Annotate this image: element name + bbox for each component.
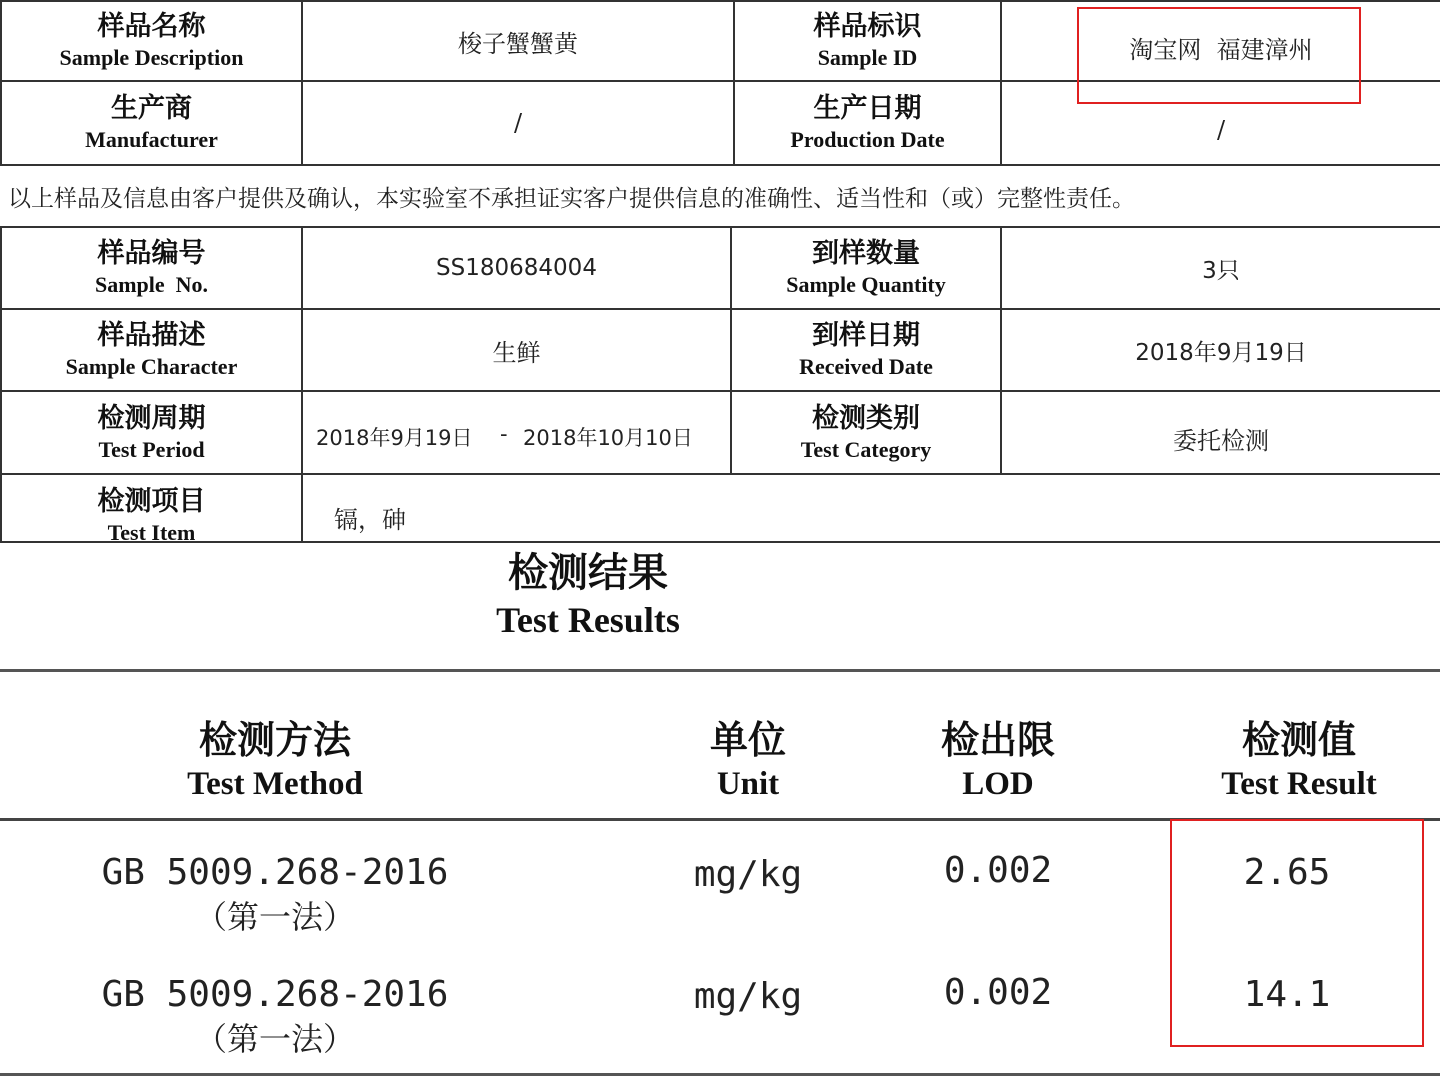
column-header-unit: 单位 Unit bbox=[709, 718, 786, 802]
test-category-label: 检测类别 Test Category bbox=[800, 402, 932, 462]
production-date-label: 生产日期 Production Date bbox=[790, 93, 945, 152]
result-value: 2.65 bbox=[1243, 852, 1331, 893]
sample-number-label: 样品编号 Sample No. bbox=[94, 238, 209, 297]
result-method: GB 5009.268-2016 （第一法） bbox=[101, 974, 449, 1058]
result-value: 14.1 bbox=[1243, 974, 1331, 1015]
result-unit: mg/kg bbox=[693, 976, 803, 1017]
test-period-end: 2018年10月10日 bbox=[523, 426, 693, 450]
result-unit: mg/kg bbox=[693, 854, 803, 895]
result-method: GB 5009.268-2016 （第一法） bbox=[101, 852, 449, 936]
result-lod: 0.002 bbox=[943, 850, 1053, 891]
manufacturer-label: 生产商 Manufacturer bbox=[85, 93, 218, 152]
test-period-label: 检测周期 Test Period bbox=[97, 402, 206, 462]
manufacturer-value: / bbox=[513, 109, 523, 137]
sample-description-label: 样品名称 Sample Description bbox=[59, 11, 244, 70]
sample-character-value: 生鲜 bbox=[492, 338, 541, 367]
result-highlight-box bbox=[1170, 819, 1424, 1047]
test-period-dash: - bbox=[500, 422, 508, 446]
sample-id-label: 样品标识 Sample ID bbox=[813, 11, 922, 70]
test-category-value: 委托检测 bbox=[1173, 426, 1269, 455]
disclaimer-text: 以上样品及信息由客户提供及确认，本实验室不承担证实客户提供信息的准确性、适当性和（或）完整性责任。 bbox=[8, 186, 1135, 212]
column-header-lod: 检出限 LOD bbox=[940, 718, 1055, 802]
sample-id-highlight-box bbox=[1077, 7, 1361, 104]
column-header-result: 检测值 Test Result bbox=[1221, 718, 1377, 802]
sample-number-value: SS180684004 bbox=[436, 255, 597, 281]
sample-quantity-label: 到样数量 Sample Quantity bbox=[786, 238, 946, 297]
results-title: 检测结果 Test Results bbox=[496, 550, 680, 640]
received-date-label: 到样日期 Received Date bbox=[799, 320, 933, 379]
sample-description-value: 梭子蟹蟹黄 bbox=[458, 29, 578, 58]
test-period-start: 2018年9月19日 bbox=[316, 426, 473, 450]
sample-character-label: 样品描述 Sample Character bbox=[65, 320, 238, 379]
column-header-method: 检测方法 Test Method bbox=[187, 718, 363, 802]
received-date-value: 2018年9月19日 bbox=[1135, 339, 1307, 366]
sample-id-value: 淘宝网 福建漳州 bbox=[1129, 35, 1313, 64]
result-lod: 0.002 bbox=[943, 972, 1053, 1013]
test-item-label: 检测项目 Test Item bbox=[97, 486, 206, 541]
production-date-value: / bbox=[1216, 116, 1226, 144]
sample-quantity-value: 3只 bbox=[1202, 257, 1240, 284]
test-item-value: 镉，砷 bbox=[334, 506, 406, 534]
